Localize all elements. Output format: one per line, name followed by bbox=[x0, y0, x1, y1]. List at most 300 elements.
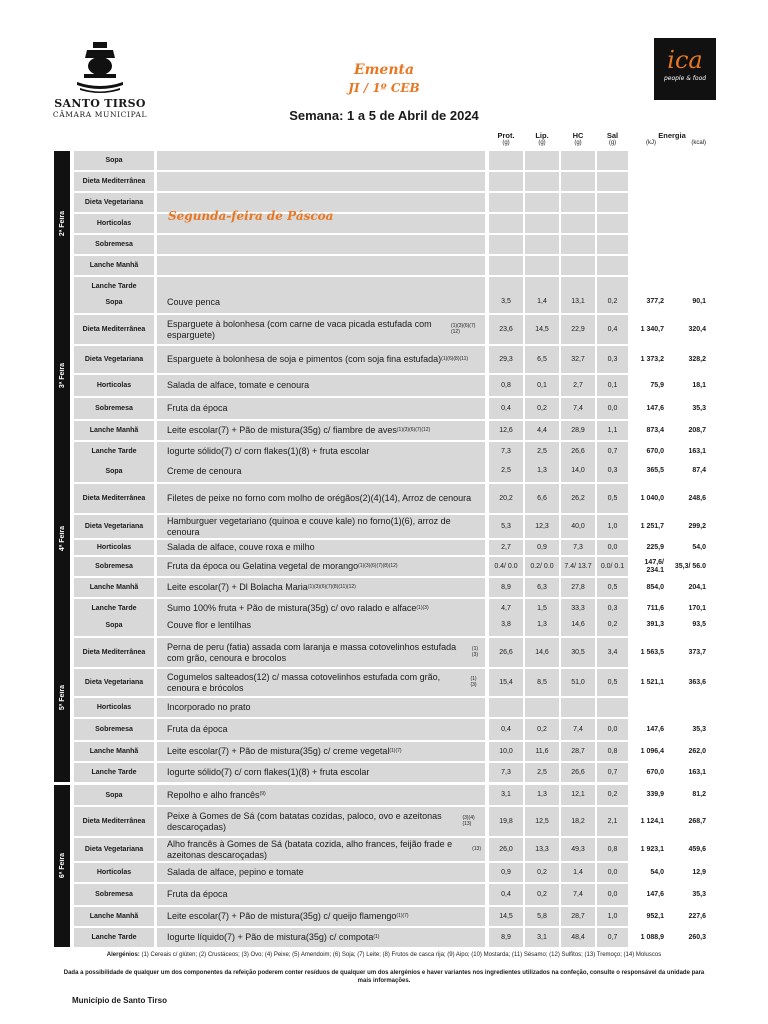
meal-text: Sumo 100% fruta + Pão de mistura(35g) c/ ovo ralado e alface bbox=[167, 603, 417, 614]
meal-description bbox=[157, 807, 485, 836]
meal-description bbox=[157, 151, 485, 170]
allergen-refs: (3)(4)(13) bbox=[462, 814, 475, 827]
nutrient-prot: 2,7 bbox=[489, 540, 523, 555]
nutrient-sal: 1,0 bbox=[597, 515, 628, 538]
energy-kcal: 227,6 bbox=[688, 912, 706, 920]
energy-kcal: 299,2 bbox=[688, 522, 706, 530]
meal-text: Incorporado no prato bbox=[167, 702, 251, 713]
day-tab bbox=[54, 151, 70, 296]
nutrient-sal bbox=[597, 151, 628, 170]
nutrient-lip: 13,3 bbox=[525, 838, 559, 861]
category-label: Dieta Mediterrânea bbox=[74, 315, 154, 344]
nutrient-hc: 7,4 bbox=[561, 398, 595, 419]
energy-kj: 1 088,9 bbox=[640, 933, 664, 941]
nutrient-lip: 0,2 bbox=[525, 719, 559, 740]
nutrient-prot bbox=[489, 235, 523, 254]
meal-description bbox=[157, 315, 485, 344]
nutrient-hc: 51,0 bbox=[561, 669, 595, 696]
nutrient-prot bbox=[489, 214, 523, 233]
nutrient-sal bbox=[597, 235, 628, 254]
meal-text: Couve flor e lentilhas bbox=[167, 619, 252, 630]
day-label: 3ª Feira bbox=[58, 363, 66, 389]
nutrient-prot bbox=[489, 193, 523, 212]
energy-kj: 1 521,1 bbox=[640, 678, 664, 686]
meal-description bbox=[157, 838, 485, 861]
nutrient-sal bbox=[597, 214, 628, 233]
col-header-hc: HC (g) bbox=[572, 131, 584, 146]
nutrient-lip: 0.2/ 0.0 bbox=[525, 557, 559, 576]
day-label: 2ª Feira bbox=[58, 210, 66, 237]
nutrient-sal: 0,3 bbox=[597, 346, 628, 373]
energy-kcal: 373,7 bbox=[688, 648, 706, 656]
nutrient-sal: 0,5 bbox=[597, 578, 628, 597]
meal-text: Fruta da época ou Gelatina vegetal de morango bbox=[167, 561, 359, 572]
nutrient-hc: 33,3 bbox=[561, 599, 595, 618]
nutrient-sal: 1,0 bbox=[597, 907, 628, 926]
meal-description bbox=[157, 928, 485, 947]
nutrient-prot: 3,1 bbox=[489, 785, 523, 805]
meal-description bbox=[157, 398, 485, 419]
col-header-lip: Lip. (g) bbox=[535, 131, 549, 146]
nutrient-sal: 0,0 bbox=[597, 540, 628, 555]
meal-text: Creme de cenoura bbox=[167, 465, 242, 476]
category-label: Sobremesa bbox=[74, 719, 154, 740]
nutrient-prot: 0,8 bbox=[489, 375, 523, 396]
nutrient-prot: 7,3 bbox=[489, 763, 523, 782]
meal-text: Iogurte líquido(7) + Pão de mistura(35g) c/ compota bbox=[167, 932, 374, 943]
category-label: Sobremesa bbox=[74, 557, 154, 576]
nutrient-prot: 26,0 bbox=[489, 838, 523, 861]
category-label: Lanche Tarde bbox=[74, 928, 154, 947]
energy-kcal: 163,1 bbox=[688, 768, 706, 776]
meal-text: Cogumelos salteados(12) c/ massa cotovelinhos estufada com grão, cenoura e brócolos bbox=[167, 672, 441, 693]
nutrient-sal: 0,0 bbox=[597, 884, 628, 905]
nutrient-hc: 7,3 bbox=[561, 540, 595, 555]
nutrient-lip: 2,5 bbox=[525, 763, 559, 782]
category-label: Dieta Mediterrânea bbox=[74, 172, 154, 191]
nutrient-lip: 14,6 bbox=[525, 638, 559, 667]
energy-kj: 1 373,2 bbox=[640, 355, 664, 363]
nutrient-lip: 11,6 bbox=[525, 742, 559, 761]
category-label: Dieta Vegetariana bbox=[74, 346, 154, 373]
meal-description bbox=[157, 460, 485, 482]
meal-text: Salada de alface, tomate e cenoura bbox=[167, 380, 310, 391]
meal-description bbox=[157, 375, 485, 396]
energy-kj bbox=[632, 151, 664, 170]
category-label: Horticolas bbox=[74, 214, 154, 233]
energy-kcal bbox=[670, 214, 706, 233]
meal-text: Hamburguer vegetariano (quinoa e couve kale) no forno(1)(6), arroz de cenoura bbox=[167, 516, 451, 537]
nutrient-hc bbox=[561, 172, 595, 191]
col-header-prot: Prot. (g) bbox=[497, 131, 515, 146]
nutrient-sal bbox=[597, 256, 628, 275]
category-label: Lanche Manhã bbox=[74, 742, 154, 761]
energy-kcal: 35,3 bbox=[692, 404, 706, 412]
nutrient-prot bbox=[489, 698, 523, 717]
nutrient-sal: 0,5 bbox=[597, 669, 628, 696]
nutrient-hc: 14,0 bbox=[561, 460, 595, 482]
nutrient-lip: 3,1 bbox=[525, 928, 559, 947]
allergen-refs: (9) bbox=[259, 791, 266, 798]
category-label: Horticolas bbox=[74, 863, 154, 882]
meal-text: Fruta da época bbox=[167, 403, 228, 414]
meal-description bbox=[157, 907, 485, 926]
nutrient-hc: 7,4 bbox=[561, 719, 595, 740]
meal-description bbox=[157, 698, 485, 717]
meal-text: Fruta da época bbox=[167, 724, 228, 735]
allergen-warning: Dada a possibilidade de qualquer um dos componentes da refeição poderem conter resíduos de qualquer um dos alergénios e haver variantes nos ingredientes utilizados na confeção, consulte o responsável da unidade para mais informações. bbox=[63, 970, 705, 984]
nutrient-sal: 0,2 bbox=[597, 291, 628, 313]
allergens-legend: Alergénios: (1) Cereais c/ glúten; (2) Crustáceos; (3) Ovo; (4) Peixe; (5) Amendoim; (6) Soja; (7) Leite; (8) Frutos de casca rija; (9) Aipo; (10) Mostarda; (11) Sésamo; (12) Sulfitos; (13) Tremoço; (14) Moluscos bbox=[106, 952, 662, 958]
nutrient-prot: 8,9 bbox=[489, 578, 523, 597]
energy-kj bbox=[632, 172, 664, 191]
category-label: Dieta Vegetariana bbox=[74, 669, 154, 696]
allergen-refs: (1)(6)(8)(11) bbox=[441, 355, 469, 362]
energy-kj bbox=[632, 698, 664, 717]
nutrient-lip: 1,3 bbox=[525, 785, 559, 805]
nutrient-prot: 26,6 bbox=[489, 638, 523, 667]
energy-kcal: 260,3 bbox=[688, 933, 706, 941]
nutrient-sal: 0,7 bbox=[597, 442, 628, 461]
nutrient-prot: 0.4/ 0.0 bbox=[489, 557, 523, 576]
nutrient-lip: 6,5 bbox=[525, 346, 559, 373]
meal-text: Repolho e alho francês bbox=[167, 789, 260, 800]
nutrient-lip: 14,5 bbox=[525, 315, 559, 344]
nutrient-lip: 1,3 bbox=[525, 614, 559, 636]
nutrient-lip: 6,3 bbox=[525, 578, 559, 597]
nutrient-lip: 1,3 bbox=[525, 460, 559, 482]
meal-description bbox=[157, 578, 485, 597]
nutrient-hc: 26,6 bbox=[561, 442, 595, 461]
nutrient-hc: 14,6 bbox=[561, 614, 595, 636]
nutrient-sal bbox=[597, 193, 628, 212]
nutrient-lip bbox=[525, 151, 559, 170]
energy-kj: 1 124,1 bbox=[640, 817, 664, 825]
nutrient-hc bbox=[561, 214, 595, 233]
category-label: Lanche Tarde bbox=[74, 277, 154, 296]
energy-kcal: 204,1 bbox=[688, 583, 706, 591]
allergen-refs: (1)(3)(6)(7)(12) bbox=[450, 322, 476, 335]
col-header-sal: Sal (g) bbox=[606, 131, 619, 146]
ica-logo-tagline: people & food bbox=[663, 75, 707, 82]
energy-kcal: 262,0 bbox=[688, 747, 706, 755]
meal-description bbox=[157, 346, 485, 373]
allergen-refs: (1)(3)(6)(7)(12) bbox=[396, 426, 431, 433]
holiday-label: Segunda-feira de Páscoa bbox=[168, 209, 334, 223]
nutrient-lip: 0,2 bbox=[525, 863, 559, 882]
page-title: Ementa bbox=[353, 62, 415, 78]
nutrient-prot: 4,7 bbox=[489, 599, 523, 618]
nutrient-prot bbox=[489, 172, 523, 191]
category-label: Lanche Manhã bbox=[74, 256, 154, 275]
meal-description bbox=[157, 235, 485, 254]
nutrient-hc: 28,7 bbox=[561, 742, 595, 761]
santo-tirso-logo bbox=[50, 38, 150, 119]
energy-kj: 147,6/ 234.1 bbox=[644, 559, 664, 574]
nutrient-prot: 5,3 bbox=[489, 515, 523, 538]
nutrient-hc: 7,4 bbox=[561, 884, 595, 905]
category-label: Sobremesa bbox=[74, 235, 154, 254]
nutrient-sal: 0,8 bbox=[597, 742, 628, 761]
nutrient-hc: 1,4 bbox=[561, 863, 595, 882]
energy-kj: 873,4 bbox=[646, 426, 664, 434]
category-label: Horticolas bbox=[74, 540, 154, 555]
meal-text: Iogurte sólido(7) c/ corn flakes(1)(8) + fruta escolar bbox=[167, 446, 370, 457]
energy-kcal: 35,3 bbox=[692, 725, 706, 733]
energy-kcal bbox=[670, 151, 706, 170]
meal-description bbox=[157, 785, 485, 805]
nutrient-sal: 0,3 bbox=[597, 460, 628, 482]
meal-text: Peixe à Gomes de Sá (com batatas cozidas, paloco, ovo e azeitonas descaroçadas) bbox=[167, 811, 442, 832]
energy-kj: 711,6 bbox=[646, 604, 664, 612]
nutrient-sal: 0,8 bbox=[597, 838, 628, 861]
energy-kj: 377,2 bbox=[646, 298, 664, 306]
nutrient-lip: 1,4 bbox=[525, 291, 559, 313]
meal-text: Filetes de peixe no forno com molho de orégãos(2)(4)(14), Arroz de cenoura bbox=[167, 493, 472, 504]
nutrient-prot: 0,4 bbox=[489, 398, 523, 419]
nutrient-prot: 7,3 bbox=[489, 442, 523, 461]
energy-kj: 54,0 bbox=[650, 868, 664, 876]
allergen-refs: (1)(7) bbox=[396, 912, 409, 919]
nutrient-prot: 10,0 bbox=[489, 742, 523, 761]
energy-kcal: 18,1 bbox=[692, 381, 706, 389]
energy-kj: 1 563,5 bbox=[640, 648, 664, 656]
meal-description bbox=[157, 484, 485, 513]
energy-kcal: 35,3/ 56.0 bbox=[674, 562, 706, 570]
meal-text: Leite escolar(7) + Pão de mistura(35g) c/ fiambre de aves bbox=[167, 425, 397, 436]
day-tab bbox=[54, 291, 70, 461]
energy-kj: 339,9 bbox=[646, 791, 664, 799]
meal-text: Leite escolar(7) + Pão de mistura(35g) c/ creme vegetal bbox=[167, 746, 390, 757]
nutrient-lip: 5,8 bbox=[525, 907, 559, 926]
nutrient-lip bbox=[525, 214, 559, 233]
nutrient-prot: 3,5 bbox=[489, 291, 523, 313]
category-label: Dieta Mediterrânea bbox=[74, 638, 154, 667]
energy-kcal: 93,5 bbox=[692, 621, 706, 629]
nutrient-prot: 15,4 bbox=[489, 669, 523, 696]
allergen-refs: (1)(3) bbox=[416, 604, 429, 611]
energy-kcal: 163,1 bbox=[688, 447, 706, 455]
nutrient-prot: 0,9 bbox=[489, 863, 523, 882]
meal-text: Esparguete à bolonhesa (com carne de vaca picada estufada com esparguete) bbox=[167, 319, 432, 340]
meal-description bbox=[157, 557, 485, 576]
brand-line-1: SANTO TIRSO bbox=[54, 97, 146, 110]
nutrient-sal: 0,0 bbox=[597, 398, 628, 419]
nutrient-prot: 3,8 bbox=[489, 614, 523, 636]
energy-kcal bbox=[670, 193, 706, 212]
meal-description bbox=[157, 742, 485, 761]
col-header-energia: Energia (kJ) (kcal) bbox=[646, 131, 706, 146]
nutrient-hc: 30,5 bbox=[561, 638, 595, 667]
nutrient-lip bbox=[525, 698, 559, 717]
nutrient-prot: 29,3 bbox=[489, 346, 523, 373]
energy-kcal bbox=[670, 256, 706, 275]
nutrient-sal: 0,5 bbox=[597, 484, 628, 513]
energy-kj: 1 096,4 bbox=[640, 747, 664, 755]
week-label: Semana: 1 a 5 de Abril de 2024 bbox=[289, 108, 479, 123]
meal-description bbox=[157, 515, 485, 538]
category-label: Dieta Vegetariana bbox=[74, 838, 154, 861]
energy-kj bbox=[632, 193, 664, 212]
nutrient-prot: 0,4 bbox=[489, 884, 523, 905]
nutrient-lip bbox=[525, 172, 559, 191]
nutrient-prot: 14,5 bbox=[489, 907, 523, 926]
nutrient-hc: 48,4 bbox=[561, 928, 595, 947]
nutrient-sal: 0,3 bbox=[597, 599, 628, 618]
ica-logo-text: ica bbox=[667, 46, 703, 74]
allergen-refs: (1)(7) bbox=[389, 747, 402, 754]
nutrient-prot: 2,5 bbox=[489, 460, 523, 482]
energy-kj: 1 923,1 bbox=[640, 845, 664, 853]
nutrient-hc: 40,0 bbox=[561, 515, 595, 538]
nutrient-hc: 7.4/ 13.7 bbox=[561, 557, 595, 576]
energy-kj: 1 251,7 bbox=[640, 522, 664, 530]
nutrient-hc: 32,7 bbox=[561, 346, 595, 373]
meal-text: Iogurte sólido(7) c/ corn flakes(1)(8) + fruta escolar bbox=[167, 767, 370, 778]
nutrient-prot: 19,8 bbox=[489, 807, 523, 836]
nutrient-sal: 0,7 bbox=[597, 928, 628, 947]
page-subtitle: JI / 1º CEB bbox=[348, 81, 420, 95]
meal-text: Perna de peru (fatia) assada com laranja e massa cotovelinhos estufada com grão, cenoura e brocolos bbox=[167, 642, 457, 663]
category-label: Dieta Mediterrânea bbox=[74, 484, 154, 513]
nutrient-hc: 12,1 bbox=[561, 785, 595, 805]
nutrient-prot: 12,6 bbox=[489, 421, 523, 440]
energy-kcal bbox=[670, 172, 706, 191]
energy-kcal: 459,6 bbox=[688, 845, 706, 853]
nutrient-sal: 0,2 bbox=[597, 785, 628, 805]
category-label: Sopa bbox=[74, 291, 154, 313]
nutrient-lip: 0,2 bbox=[525, 884, 559, 905]
nutrient-sal: 3,4 bbox=[597, 638, 628, 667]
category-label: Lanche Tarde bbox=[74, 599, 154, 618]
nutrient-hc: 28,7 bbox=[561, 907, 595, 926]
nutrient-prot: 23,6 bbox=[489, 315, 523, 344]
day-label: 4ª Feira bbox=[58, 526, 66, 552]
energy-kj: 670,0 bbox=[646, 768, 664, 776]
day-tab bbox=[54, 785, 70, 947]
nutrient-lip: 2,5 bbox=[525, 442, 559, 461]
category-label: Horticolas bbox=[74, 375, 154, 396]
category-label: Lanche Tarde bbox=[74, 442, 154, 461]
nutrient-hc bbox=[561, 193, 595, 212]
meal-description bbox=[157, 669, 485, 696]
energy-kcal: 268,7 bbox=[688, 817, 706, 825]
allergen-refs: (1)(3) bbox=[470, 675, 477, 688]
category-label: Sopa bbox=[74, 785, 154, 805]
meal-description bbox=[157, 719, 485, 740]
ica-logo bbox=[654, 38, 716, 100]
nutrient-hc: 13,1 bbox=[561, 291, 595, 313]
energy-kcal: 328,2 bbox=[688, 355, 706, 363]
energy-kcal: 54,0 bbox=[692, 543, 706, 551]
nutrient-hc: 2,7 bbox=[561, 375, 595, 396]
meal-description bbox=[157, 172, 485, 191]
nutrient-lip bbox=[525, 193, 559, 212]
category-label: Lanche Manhã bbox=[74, 421, 154, 440]
nutrient-lip: 0,1 bbox=[525, 375, 559, 396]
energy-kj bbox=[632, 256, 664, 275]
nutrient-hc: 27,8 bbox=[561, 578, 595, 597]
nutrient-hc: 26,2 bbox=[561, 484, 595, 513]
meal-description bbox=[157, 614, 485, 636]
nutrient-lip: 0,2 bbox=[525, 398, 559, 419]
meal-description bbox=[157, 256, 485, 275]
meal-description bbox=[157, 442, 485, 461]
meal-description bbox=[157, 763, 485, 782]
meal-description bbox=[157, 291, 485, 313]
energy-kcal: 87,4 bbox=[692, 467, 706, 475]
category-label: Dieta Vegetariana bbox=[74, 193, 154, 212]
energy-kcal: 81,2 bbox=[692, 791, 706, 799]
category-label: Dieta Mediterrânea bbox=[74, 807, 154, 836]
energy-kcal bbox=[670, 235, 706, 254]
energy-kj: 147,6 bbox=[646, 725, 664, 733]
nutrient-sal: 0,4 bbox=[597, 315, 628, 344]
nutrient-sal bbox=[597, 172, 628, 191]
nutrient-prot: 8,9 bbox=[489, 928, 523, 947]
allergen-refs: (13) bbox=[472, 845, 481, 852]
energy-kj: 147,6 bbox=[646, 890, 664, 898]
energy-kcal: 12,9 bbox=[692, 868, 706, 876]
nutrient-lip: 0,9 bbox=[525, 540, 559, 555]
meal-text: Fruta da época bbox=[167, 889, 228, 900]
nutrient-hc bbox=[561, 151, 595, 170]
energy-kj: 147,6 bbox=[646, 404, 664, 412]
meal-text: Leite escolar(7) + Pão de mistura(35g) c/ queijo flamengo bbox=[167, 911, 397, 922]
meal-text: Salada de alface, pepino e tomate bbox=[167, 867, 304, 878]
category-label: Sopa bbox=[74, 151, 154, 170]
energy-kcal: 208,7 bbox=[688, 426, 706, 434]
nutrient-sal: 2,1 bbox=[597, 807, 628, 836]
meal-text: Salada de alface, couve roxa e milho bbox=[167, 542, 315, 553]
meal-text: Leite escolar(7) + Dl Bolacha Maria bbox=[167, 582, 308, 593]
allergen-refs: (1)(3) bbox=[471, 645, 479, 658]
nutrient-hc: 49,3 bbox=[561, 838, 595, 861]
energy-kcal: 35,3 bbox=[692, 890, 706, 898]
category-label: Sobremesa bbox=[74, 884, 154, 905]
brand-line-2: CÂMARA MUNICIPAL bbox=[52, 110, 148, 119]
energy-kcal: 248,6 bbox=[688, 494, 706, 502]
category-label: Dieta Vegetariana bbox=[74, 515, 154, 538]
energy-kcal bbox=[670, 698, 706, 717]
energy-kj: 225,9 bbox=[646, 543, 664, 551]
energy-kj: 75,9 bbox=[650, 381, 664, 389]
nutrient-sal: 0,7 bbox=[597, 763, 628, 782]
energy-kj: 1 040,0 bbox=[640, 494, 664, 502]
meal-description bbox=[157, 540, 485, 555]
category-label: Sopa bbox=[74, 460, 154, 482]
nutrient-prot: 20,2 bbox=[489, 484, 523, 513]
nutrient-hc: 22,9 bbox=[561, 315, 595, 344]
energy-kcal: 170,1 bbox=[688, 604, 706, 612]
nutrient-hc: 18,2 bbox=[561, 807, 595, 836]
day-label: 6ª Feira bbox=[58, 853, 66, 879]
category-label: Lanche Manhã bbox=[74, 578, 154, 597]
meal-description bbox=[157, 884, 485, 905]
nutrient-hc bbox=[561, 235, 595, 254]
nutrient-sal: 0,1 bbox=[597, 375, 628, 396]
nutrient-lip: 1,5 bbox=[525, 599, 559, 618]
nutrient-sal: 1,1 bbox=[597, 421, 628, 440]
nutrient-lip: 6,6 bbox=[525, 484, 559, 513]
meal-text: Esparguete à bolonhesa de soja e pimentos (com soja fina estufada) bbox=[167, 354, 442, 365]
municipality-label: Município de Santo Tirso bbox=[72, 996, 167, 1005]
meal-text: Couve penca bbox=[167, 296, 221, 307]
nutrient-prot bbox=[489, 256, 523, 275]
day-tab bbox=[54, 614, 70, 782]
energy-kj: 670,0 bbox=[646, 447, 664, 455]
category-label: Lanche Manhã bbox=[74, 907, 154, 926]
